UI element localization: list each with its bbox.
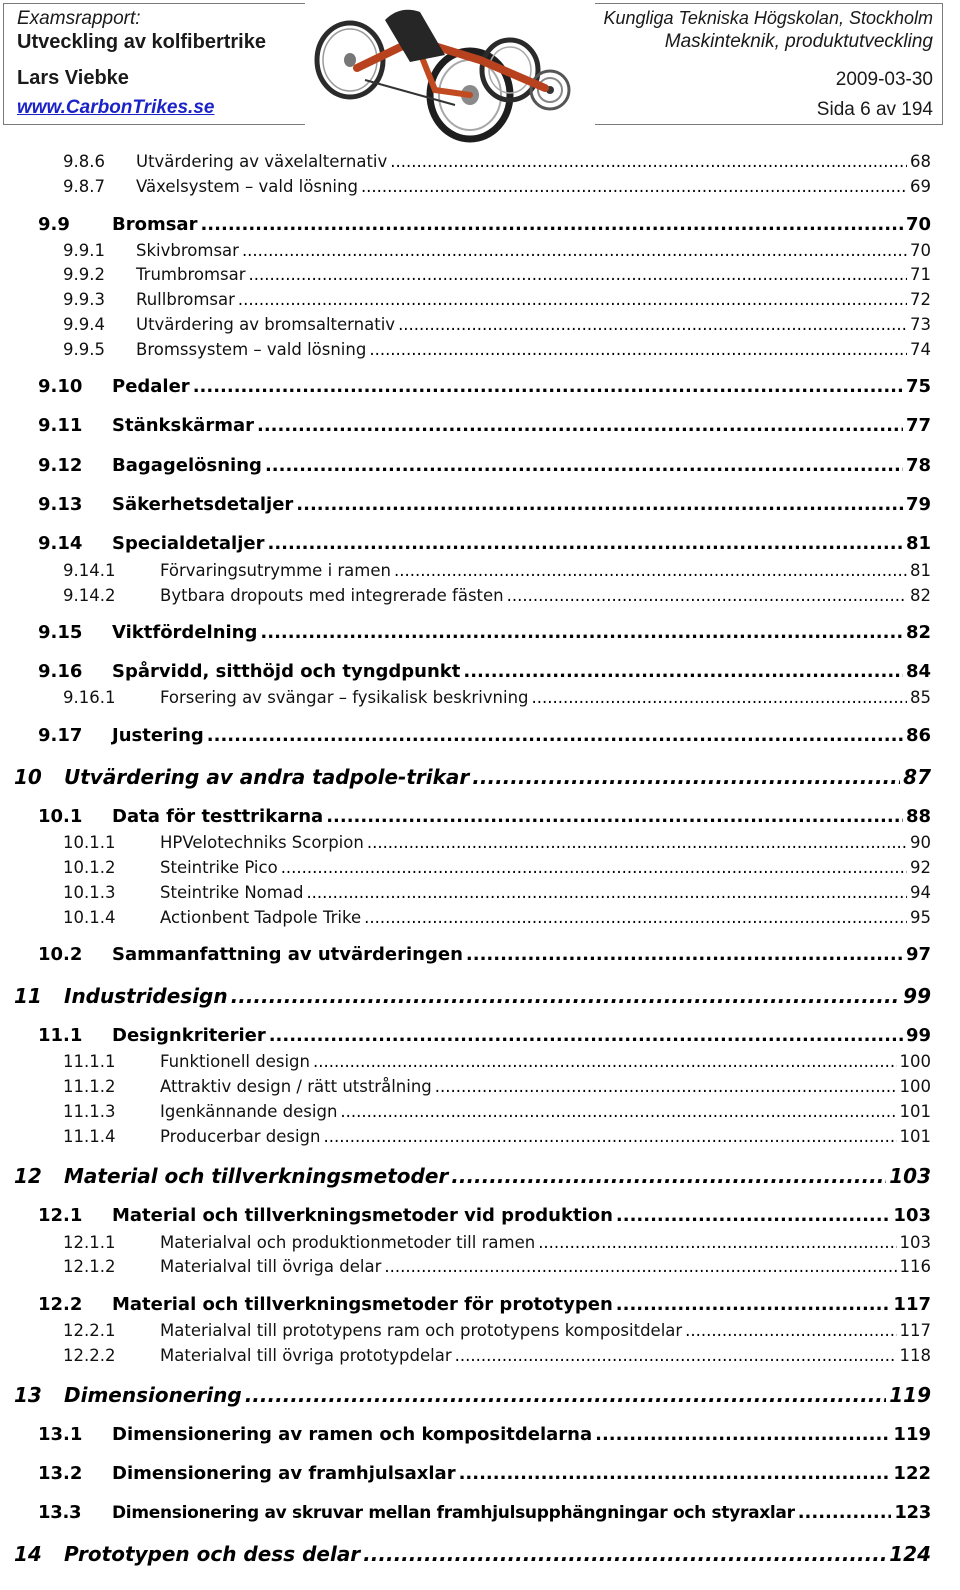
toc-entry-page: 119 — [889, 1383, 931, 1407]
toc-entry-title: Bromssystem – vald lösning — [136, 340, 367, 359]
toc-entry-title: Spårvidd, sitthöjd och tyngdpunkt — [112, 661, 461, 682]
toc-entry-number: 12.1.2 — [63, 1257, 116, 1276]
toc-entry[interactable] — [38, 944, 931, 966]
toc-entry-number: 12.2 — [38, 1294, 83, 1315]
toc-entry-title: Säkerhetsdetaljer — [112, 494, 294, 515]
toc-entry-page: 94 — [910, 883, 931, 902]
toc-entry-title: Specialdetaljer — [112, 533, 265, 554]
toc-entry-page: 101 — [899, 1127, 931, 1146]
toc-leader — [257, 415, 903, 437]
report-date: 2009-03-30 — [835, 69, 933, 90]
toc-leader — [507, 586, 907, 606]
toc-entry-title: Actionbent Tadpole Trike — [160, 908, 362, 927]
toc-leader — [193, 376, 903, 398]
toc-entry[interactable] — [63, 1346, 931, 1366]
toc-leader — [269, 1025, 903, 1047]
toc-entry-page: 78 — [905, 455, 931, 476]
toc-entry[interactable] — [38, 725, 931, 747]
toc-entry[interactable] — [38, 661, 931, 683]
report-title: Utveckling av kolfibertrike — [17, 31, 266, 53]
toc-leader — [685, 1321, 896, 1341]
toc-entry-title: Bytbara dropouts med integrerade fästen — [160, 586, 504, 605]
toc-entry-title: Materialval till prototypens ram och prototypens kompositdelar — [160, 1321, 683, 1340]
toc-entry-title: Dimensionering av skruvar mellan framhjulsupphängningar och styraxlar — [112, 1503, 795, 1523]
toc-entry-title: Prototypen och dess delar — [64, 1542, 361, 1566]
toc-entry-page: 71 — [910, 265, 931, 284]
toc-leader — [363, 1542, 886, 1566]
toc-entry-page: 77 — [905, 415, 931, 436]
toc-entry-number: 12.2.2 — [63, 1346, 116, 1365]
toc-entry-title: Utvärdering av bromsalternativ — [136, 315, 396, 334]
toc-entry-number: 14 — [14, 1542, 42, 1566]
toc-entry-title: Förvaringsutrymme i ramen — [160, 561, 391, 580]
toc-leader — [361, 177, 907, 197]
toc-entry-page: 122 — [893, 1463, 931, 1484]
toc-leader — [364, 908, 907, 928]
toc-entry-number: 12.1.1 — [63, 1233, 116, 1252]
toc-leader — [231, 984, 901, 1008]
toc-entry[interactable] — [38, 806, 931, 828]
toc-entry-number: 9.17 — [38, 725, 83, 746]
toc-leader — [595, 1424, 890, 1446]
toc-entry-title: Trumbromsar — [136, 265, 246, 284]
toc-entry-number: 9.16.1 — [63, 688, 116, 707]
toc-entry[interactable] — [63, 1321, 931, 1341]
toc-entry[interactable] — [38, 1294, 931, 1316]
toc-entry-page: 99 — [905, 1025, 931, 1046]
toc-entry-title: Materialval till övriga prototypdelar — [160, 1346, 452, 1365]
toc-entry[interactable] — [63, 1233, 931, 1253]
toc-entry-number: 9.12 — [38, 455, 83, 476]
toc-entry-title: Justering — [112, 725, 204, 746]
toc-entry[interactable] — [63, 290, 931, 310]
toc-entry-number: 10.1.4 — [63, 908, 116, 927]
toc-entry-page: 70 — [910, 241, 931, 260]
toc-entry-title: HPVelotechniks Scorpion — [160, 833, 364, 852]
toc-entry-title: Steintrike Nomad — [160, 883, 304, 902]
toc-entry-page: 82 — [910, 586, 931, 605]
toc-leader — [265, 455, 903, 477]
toc-entry-title: Dimensionering av framhjulsaxlar — [112, 1463, 456, 1484]
toc-entry-title: Materialval och produktionmetoder till ramen — [160, 1233, 536, 1252]
toc-leader — [463, 661, 903, 683]
toc-entry-title: Viktfördelning — [112, 622, 258, 643]
toc-entry-number: 9.8.7 — [63, 177, 105, 196]
toc-leader — [260, 622, 903, 644]
toc-entry-title: Material och tillverkningsmetoder vid produktion — [112, 1205, 613, 1226]
toc-leader — [242, 241, 907, 261]
toc-entry-number: 13 — [14, 1383, 42, 1407]
toc-entry-number: 11 — [14, 984, 42, 1008]
report-type: Examsrapport: — [17, 8, 141, 29]
toc-entry[interactable] — [63, 688, 931, 708]
toc-entry[interactable] — [63, 340, 931, 360]
toc-entry-title: Material och tillverkningsmetoder för prototypen — [112, 1294, 613, 1315]
toc-entry-title: Industridesign — [64, 984, 228, 1008]
toc-entry-number: 9.10 — [38, 376, 83, 397]
toc-entry-number: 12 — [14, 1164, 42, 1188]
toc-entry-number: 10.1.1 — [63, 833, 116, 852]
toc-leader — [238, 290, 907, 310]
toc-entry-number: 13.2 — [38, 1463, 83, 1484]
toc-leader — [451, 1164, 886, 1188]
toc-entry-title: Attraktiv design / rätt utstrålning — [160, 1077, 432, 1096]
toc-entry-title: Materialval till övriga delar — [160, 1257, 382, 1276]
toc-entry[interactable] — [63, 265, 931, 285]
toc-leader — [326, 806, 903, 828]
toc-entry[interactable] — [38, 1502, 931, 1524]
toc-leader — [296, 494, 903, 516]
toc-entry-page: 87 — [903, 765, 931, 789]
toc-entry-page: 69 — [910, 177, 931, 196]
toc-entry[interactable] — [38, 376, 931, 398]
toc-leader — [455, 1346, 897, 1366]
toc-entry-number: 10.1 — [38, 806, 83, 827]
institution: Kungliga Tekniska Högskolan, Stockholm — [603, 8, 933, 28]
toc-leader — [616, 1205, 891, 1227]
toc-entry-page: 124 — [889, 1542, 931, 1566]
toc-entry-page: 72 — [910, 290, 931, 309]
toc-entry-number: 9.8.6 — [63, 152, 105, 171]
toc-entry-number: 9.9.1 — [63, 241, 105, 260]
toc-entry-page: 85 — [910, 688, 931, 707]
toc-entry-page: 86 — [905, 725, 931, 746]
toc-entry-page: 97 — [905, 944, 931, 965]
toc-entry-number: 9.9.2 — [63, 265, 105, 284]
toc-entry[interactable] — [38, 455, 931, 477]
toc-entry-number: 13.1 — [38, 1424, 83, 1445]
toc-entry-page: 103 — [893, 1205, 931, 1226]
toc-leader — [398, 315, 907, 335]
toc-leader — [394, 561, 907, 581]
toc-leader — [200, 214, 902, 236]
toc-entry-page: 95 — [910, 908, 931, 927]
toc-entry-title: Designkriterier — [112, 1025, 266, 1046]
toc-entry[interactable] — [38, 494, 931, 516]
toc-leader — [472, 765, 900, 789]
toc-entry-number: 10.1.2 — [63, 858, 116, 877]
toc-entry[interactable] — [63, 833, 931, 853]
toc-entry-page: 117 — [899, 1321, 931, 1340]
toc-entry[interactable] — [63, 1077, 931, 1097]
toc-entry[interactable] — [38, 1025, 931, 1047]
toc-entry-title: Stänkskärmar — [112, 415, 254, 436]
toc-entry-number: 10 — [14, 765, 42, 789]
toc-entry-page: 74 — [910, 340, 931, 359]
toc-entry-page: 100 — [899, 1052, 931, 1071]
toc-entry[interactable] — [38, 1424, 931, 1446]
toc-entry[interactable] — [63, 1127, 931, 1147]
toc-leader — [306, 883, 907, 903]
toc-leader — [390, 152, 907, 172]
toc-entry-page: 68 — [910, 152, 931, 171]
toc-entry-title: Forsering av svängar – fysikalisk beskrivning — [160, 688, 529, 707]
toc-entry-number: 9.15 — [38, 622, 83, 643]
toc-leader — [384, 1257, 896, 1277]
toc-entry-number: 12.2.1 — [63, 1321, 116, 1340]
toc-leader — [616, 1294, 891, 1316]
toc-entry-number: 9.9.4 — [63, 315, 105, 334]
toc-entry-page: 81 — [910, 561, 931, 580]
toc-entry[interactable] — [38, 1205, 931, 1227]
page-indicator: Sida 6 av 194 — [816, 99, 933, 120]
toc-leader — [267, 533, 902, 555]
toc-leader — [245, 1383, 887, 1407]
toc-leader — [798, 1502, 892, 1524]
toc-leader — [207, 725, 903, 747]
toc-entry[interactable] — [38, 622, 931, 644]
toc-entry-title: Igenkännande design — [160, 1102, 338, 1121]
toc-chapter[interactable] — [14, 1164, 931, 1188]
toc-entry-page: 70 — [905, 214, 931, 235]
toc-entry[interactable] — [63, 177, 931, 197]
toc-entry-number: 10.2 — [38, 944, 83, 965]
website-link[interactable]: www.CarbonTrikes.se — [17, 97, 215, 118]
toc-entry-number: 9.11 — [38, 415, 83, 436]
toc-leader — [249, 265, 907, 285]
toc-entry-page: 116 — [899, 1257, 931, 1276]
toc-entry[interactable] — [63, 315, 931, 335]
toc-entry-number: 12.1 — [38, 1205, 83, 1226]
toc-entry[interactable] — [63, 1052, 931, 1072]
toc-entry-number: 9.9 — [38, 214, 70, 235]
toc-entry-number: 9.14.2 — [63, 586, 116, 605]
toc-entry-page: 84 — [905, 661, 931, 682]
toc-entry-page: 81 — [905, 533, 931, 554]
toc-entry-page: 88 — [905, 806, 931, 827]
toc-entry-number: 9.9.3 — [63, 290, 105, 309]
toc-entry[interactable] — [38, 533, 931, 555]
toc-entry[interactable] — [63, 152, 931, 172]
toc-entry-title: Växelsystem – vald lösning — [136, 177, 358, 196]
toc-entry-title: Dimensionering av ramen och kompositdelarna — [112, 1424, 593, 1445]
toc-leader — [369, 340, 907, 360]
toc-entry-page: 82 — [905, 622, 931, 643]
toc-entry-page: 103 — [889, 1164, 931, 1188]
toc-entry-title: Skivbromsar — [136, 241, 239, 260]
toc-entry[interactable] — [63, 908, 931, 928]
toc-entry[interactable] — [63, 241, 931, 261]
toc-entry[interactable] — [63, 883, 931, 903]
toc-leader — [538, 1233, 896, 1253]
toc-entry-page: 90 — [910, 833, 931, 852]
toc-leader — [367, 833, 907, 853]
toc-entry-page: 99 — [903, 984, 931, 1008]
toc-entry-number: 9.16 — [38, 661, 83, 682]
toc-chapter[interactable] — [14, 765, 931, 789]
toc-entry-title: Bromsar — [112, 214, 198, 235]
toc-entry-title: Producerbar design — [160, 1127, 321, 1146]
toc-entry[interactable] — [63, 561, 931, 581]
toc-leader — [313, 1052, 897, 1072]
toc-entry-title: Sammanfattning av utvärderingen — [112, 944, 463, 965]
toc-entry-number: 9.13 — [38, 494, 83, 515]
toc-entry[interactable] — [38, 214, 931, 236]
toc-leader — [459, 1463, 891, 1485]
toc-entry-page: 117 — [893, 1294, 931, 1315]
toc-entry-number: 11.1 — [38, 1025, 83, 1046]
toc-chapter[interactable] — [14, 984, 931, 1008]
toc-entry-title: Material och tillverkningsmetoder — [64, 1164, 449, 1188]
toc-entry-number: 9.9.5 — [63, 340, 105, 359]
department: Maskinteknik, produktutveckling — [664, 31, 933, 52]
toc-entry-number: 11.1.4 — [63, 1127, 116, 1146]
toc-entry[interactable] — [63, 586, 931, 606]
toc-entry-page: 118 — [899, 1346, 931, 1365]
toc-leader — [323, 1127, 896, 1147]
toc-entry-number: 13.3 — [38, 1502, 82, 1523]
toc-entry-page: 100 — [899, 1077, 931, 1096]
toc-entry-title: Steintrike Pico — [160, 858, 278, 877]
toc-entry-page: 73 — [910, 315, 931, 334]
toc-entry-title: Utvärdering av växelalternativ — [136, 152, 388, 171]
toc-entry-page: 119 — [893, 1424, 931, 1445]
toc-leader — [340, 1102, 896, 1122]
toc-leader — [435, 1077, 897, 1097]
toc-entry-page: 92 — [910, 858, 931, 877]
toc-entry[interactable] — [63, 1257, 931, 1277]
toc-entry-title: Funktionell design — [160, 1052, 310, 1071]
toc-entry-number: 10.1.3 — [63, 883, 116, 902]
toc-entry[interactable] — [38, 1463, 931, 1485]
toc-entry-number: 11.1.2 — [63, 1077, 116, 1096]
toc-entry-title: Dimensionering — [64, 1383, 242, 1407]
toc-entry-title: Utvärdering av andra tadpole-trikar — [64, 765, 470, 789]
toc-leader — [532, 688, 907, 708]
toc-chapter[interactable] — [14, 1383, 931, 1407]
toc-entry-number: 9.14 — [38, 533, 83, 554]
toc-entry-number: 11.1.3 — [63, 1102, 116, 1121]
toc-entry-number: 9.14.1 — [63, 561, 116, 580]
toc-entry-number: 11.1.1 — [63, 1052, 116, 1071]
toc-chapter[interactable] — [14, 1542, 931, 1566]
toc-entry-page: 101 — [899, 1102, 931, 1121]
trike-illustration — [305, 0, 595, 145]
toc-entry-page: 123 — [894, 1502, 931, 1523]
toc-entry[interactable] — [63, 858, 931, 878]
toc-entry-page: 79 — [905, 494, 931, 515]
toc-entry-title: Pedaler — [112, 376, 190, 397]
toc-entry[interactable] — [38, 415, 931, 437]
toc-leader — [281, 858, 907, 878]
author-name: Lars Viebke — [17, 67, 129, 89]
toc-entry-title: Bagagelösning — [112, 455, 262, 476]
toc-entry[interactable] — [63, 1102, 931, 1122]
toc-entry-page: 103 — [899, 1233, 931, 1252]
toc-entry-title: Rullbromsar — [136, 290, 235, 309]
toc-entry-title: Data för testtrikarna — [112, 806, 324, 827]
toc-entry-page: 75 — [905, 376, 931, 397]
toc-leader — [466, 944, 903, 966]
